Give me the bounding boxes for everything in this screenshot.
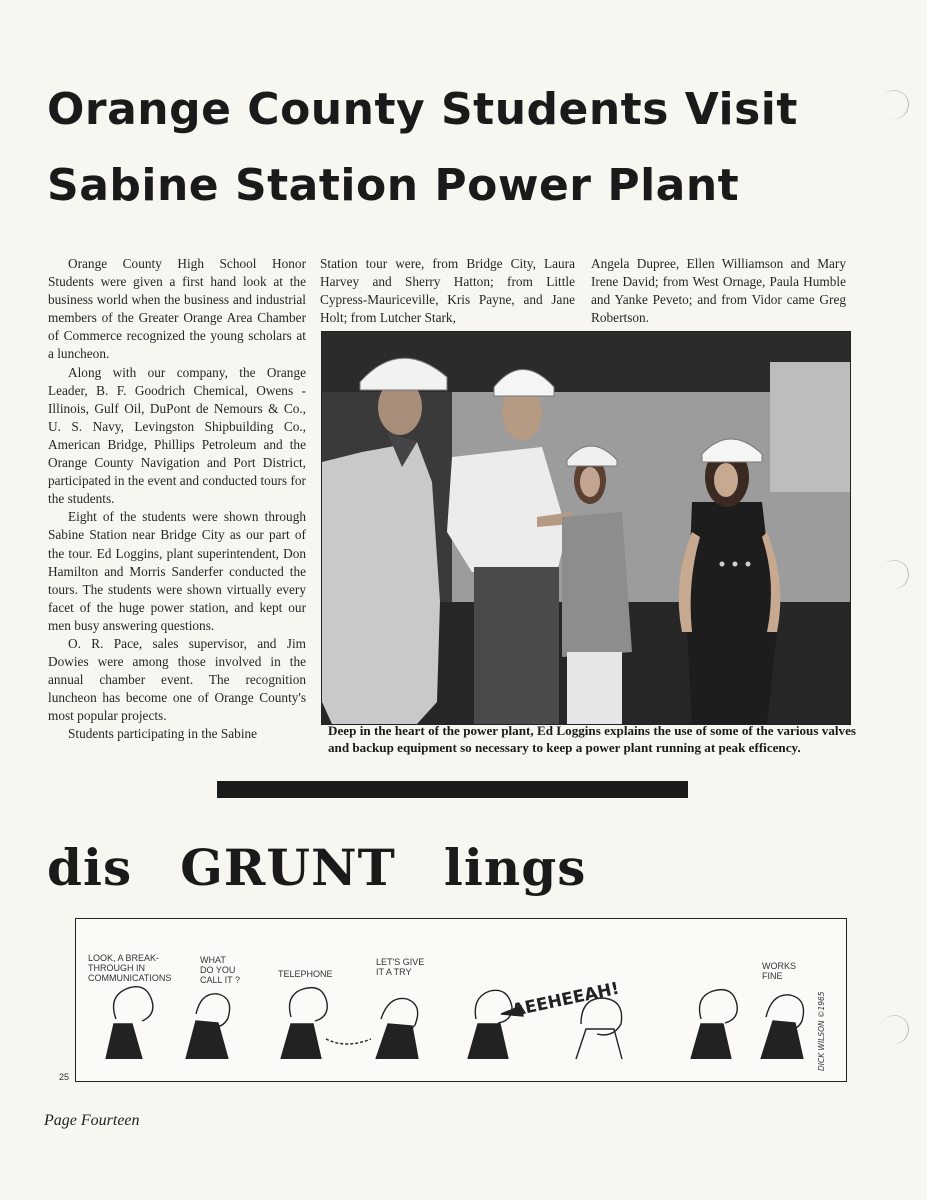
comic-speech: TELEPHONE [278,969,333,979]
article-paragraph: O. R. Pace, sales supervisor, and Jim Dowies were among those involved in the annual chamber event. The recognition luncheon has become one of Orange County's most popular projects. [48,635,306,724]
binder-hole [876,86,913,123]
comic-signature: DICK WILSON ©1965 [817,991,826,1071]
comic-speech: WORKS FINE [762,961,797,981]
article-paragraph: Along with our company, the Orange Leader, B. F. Goodrich Chemical, Owens -Illinois, Gulf Oil, DuPont de Nemours & Co., U. S. Navy, Levingston Shipbuilding Co., American Bridge, Phillips Petroleum and the Orange County Navigation and Port District, participated in the event and conducted tours for the students. [48,364,306,507]
comic-title-part: dis [47,838,133,897]
article-paragraph: Students participating in the Sabine [68,726,258,742]
comic-speech: WHAT DO YOU CALL IT ? [200,955,241,985]
comic-speech: LOOK, A BREAK- THROUGH IN COMMUNICATIONS [88,953,172,983]
comic-strip-number: 25 [59,1072,70,1082]
article-paragraph: Angela Dupree, Ellen Williamson and Mary Irene David; from West Ornage, Paula Humble and Yanke Peveto; and from Vidor came Greg Robertson. [591,256,846,326]
photo-illustration [322,332,850,724]
article-photo [321,331,851,725]
comic-title-part: GRUNT [180,838,396,897]
article-paragraph: Station tour were, from Bridge City, Laura Harvey and Sherry Hatton; from Little Cypress-Mauriceville, Kris Payne, and Jane Holt; from Lutcher Stark, [320,256,575,326]
comic-title-part: lings [443,838,587,897]
comic-drawings [76,919,846,1081]
article-paragraph: Orange County High School Honor Students were given a first hand look at the business world when the business and industrial members of the Greater Orange Area Chamber of Commerce recognized the young scholars at a luncheon. [48,256,306,362]
comic-speech: LET'S GIVE IT A TRY [376,957,425,977]
article-column-2 [320,255,575,327]
binder-hole [876,1011,913,1048]
page-number-label: Page Fourteen [44,1112,140,1129]
binder-hole [876,556,913,593]
article-headline-line1: Orange County Students Visit [47,84,798,135]
article-headline-line2: Sabine Station Power Plant [47,160,740,211]
section-divider [217,781,688,798]
photo-caption: Deep in the heart of the power plant, Ed Loggins explains the use of some of the various valves and backup equipment so necessary to keep a power plant running at peak efficency. [328,723,856,755]
article-paragraph: Eight of the students were shown through Sabine Station near Bridge City as our part of the tour. Ed Loggins, plant superintendent, Don Hamilton and Morris Sanderfer conducted the tours. The students were shown virtually every facet of the huge power station, and kept our men busy answering questions. [48,509,306,633]
article-column-3 [591,255,846,327]
comic-title [47,838,586,897]
comic-strip [75,918,847,1082]
comic-sound-effect: AEEHEEAH! [510,978,622,1021]
article-column-1 [48,255,306,744]
